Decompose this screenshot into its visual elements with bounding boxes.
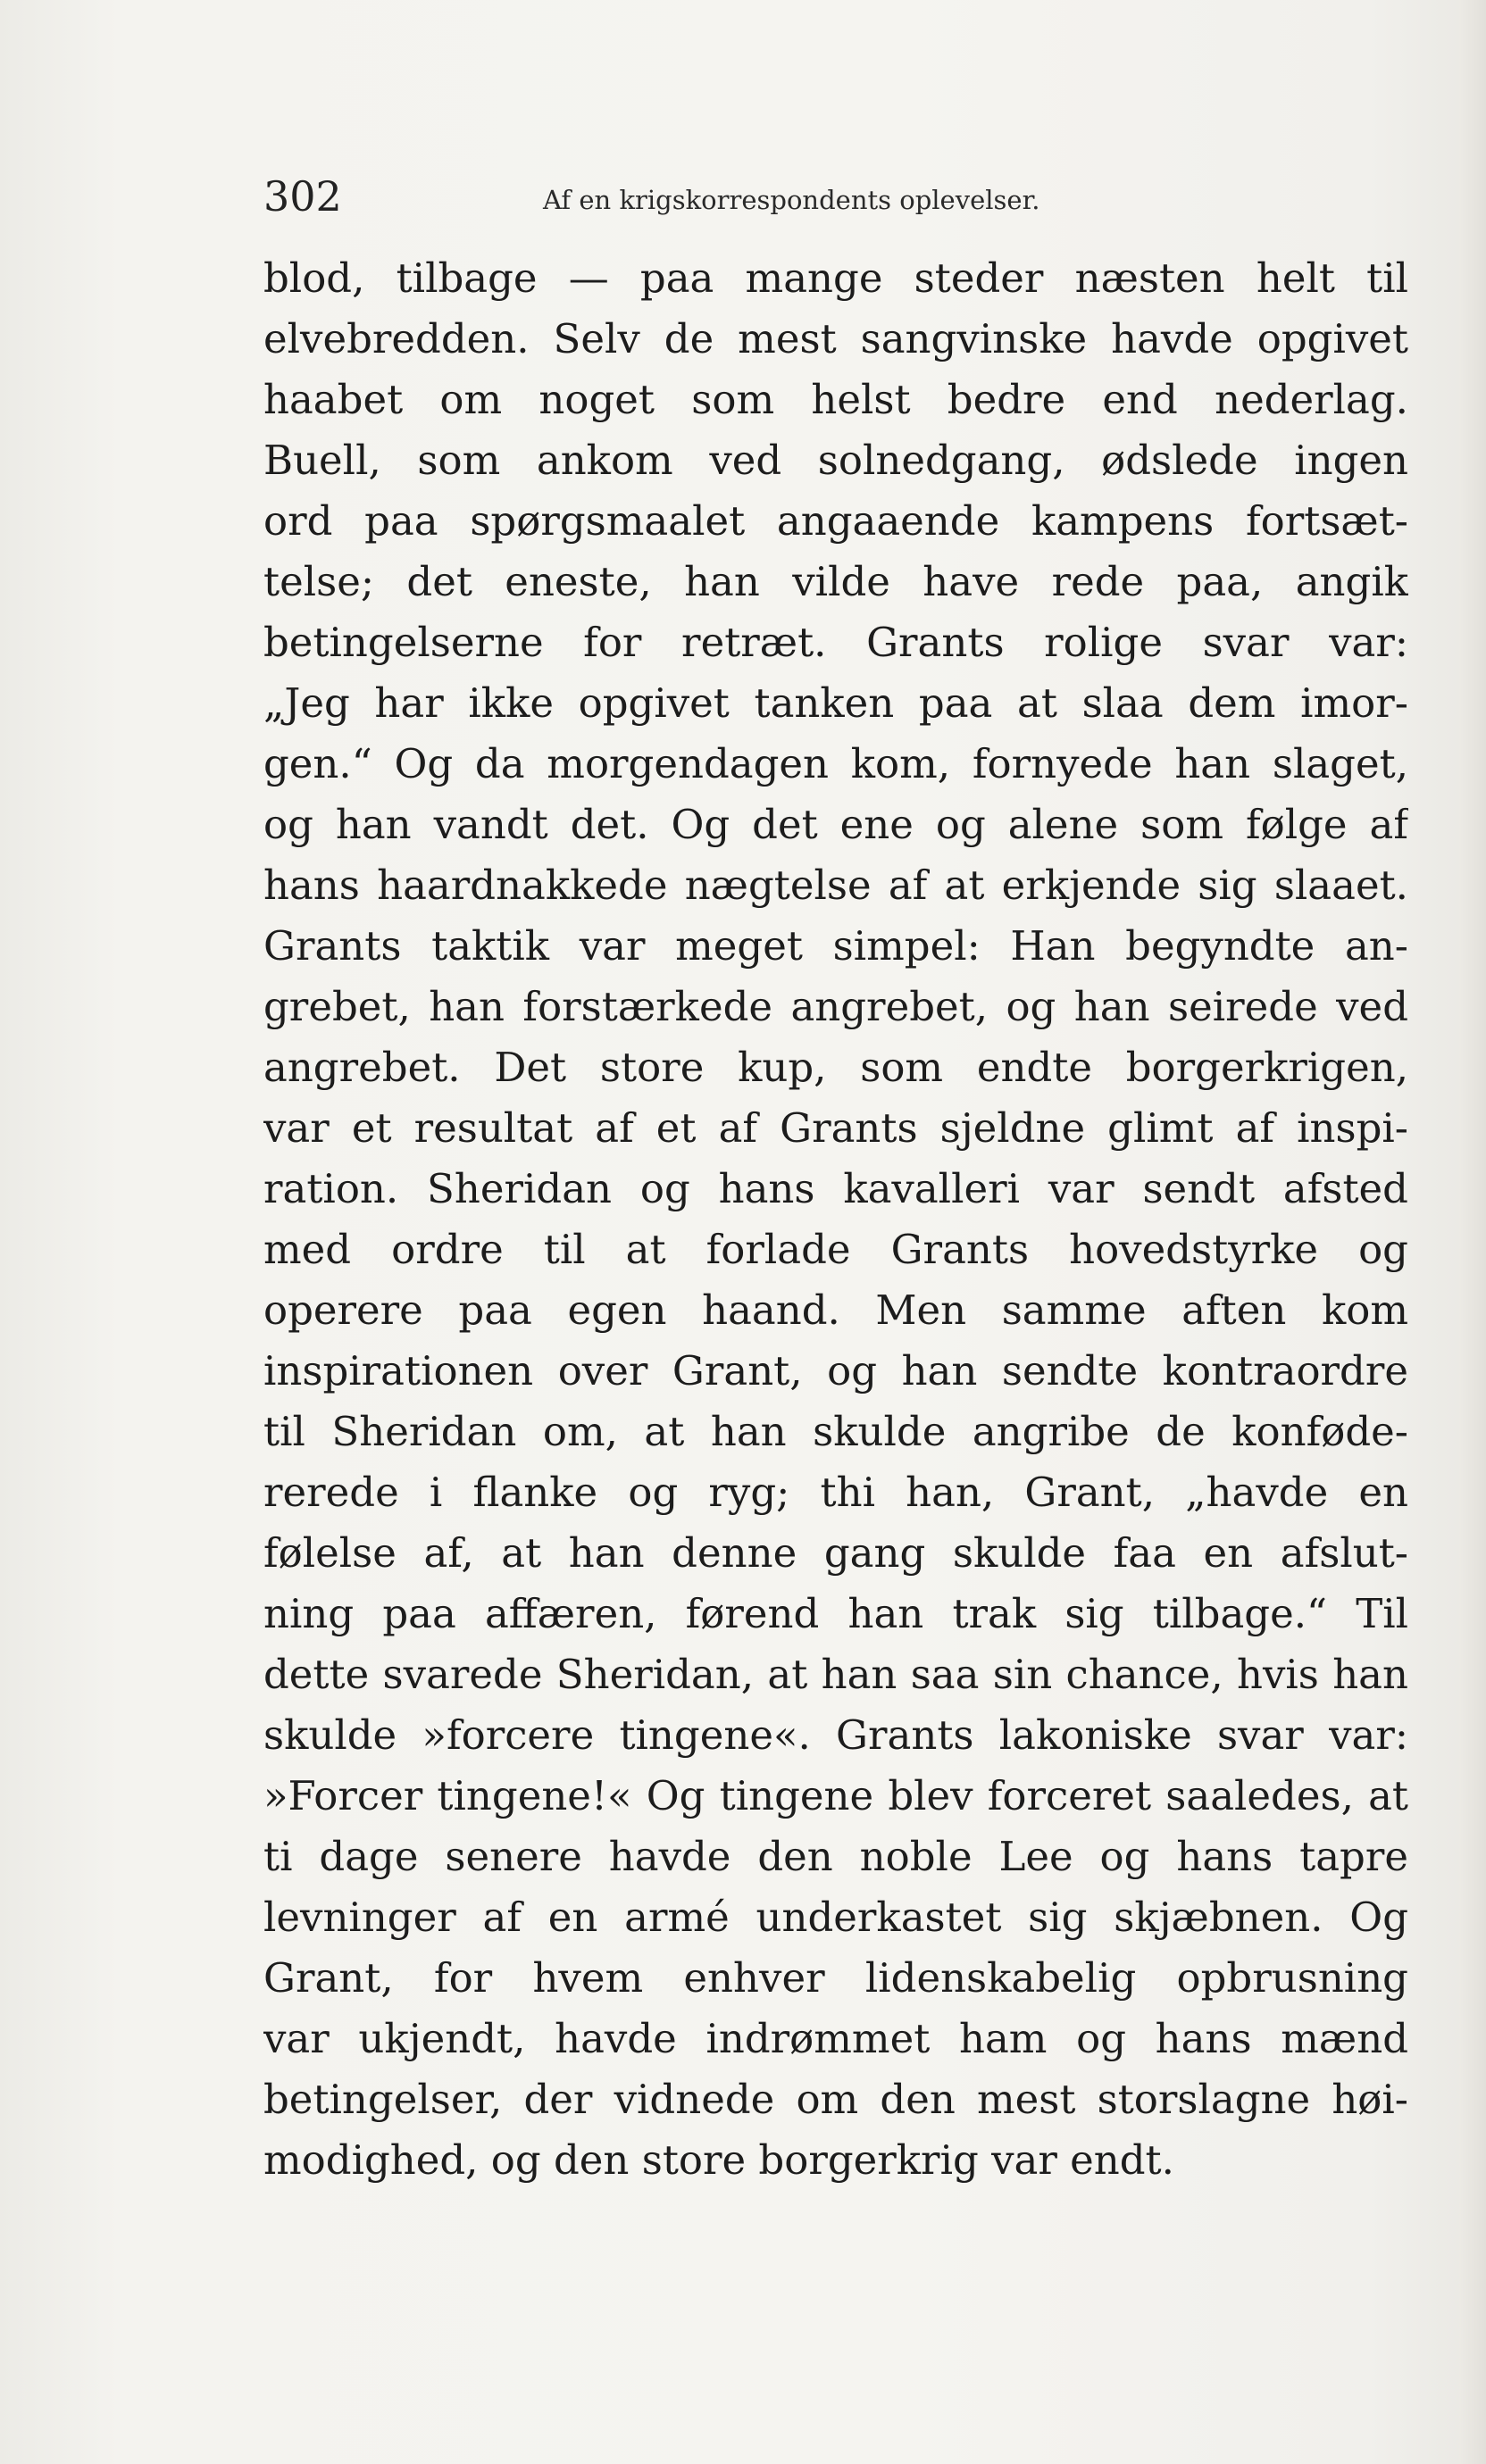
text-line: ti dage senere havde den noble Lee og hans tapre [263,1833,1408,1880]
text-line: grebet, han forstærkede angrebet, og han seirede ved [263,983,1408,1030]
text-line: inspirationen over Grant, og han sendte kontraordre [263,1347,1408,1394]
text-line: ration. Sheridan og hans kavalleri var sendt afsted [263,1165,1408,1212]
text-line: blod, tilbage — paa mange steder næsten helt til [263,254,1408,302]
text-line: hans haardnakkede nægtelse af at erkjende sig slaaet. [263,862,1408,909]
page-edge [1459,0,1486,2464]
text-line: ning paa affæren, førend han trak sig tilbage.“ Til [263,1590,1408,1637]
text-line: angrebet. Det store kup, som endte borgerkrigen, [263,1044,1408,1091]
text-line: betingelserne for retræt. Grants rolige svar var: [263,619,1408,666]
text-line: elvebredden. Selv de mest sangvinske havde opgivet [263,315,1408,362]
running-title: Af en krigskorrespondents oplevelser. [543,185,1040,215]
text-line: levninger af en armé underkastet sig skjæbnen. Og [263,1894,1408,1941]
text-line: skulde »forcere tingene«. Grants lakoniske svar var: [263,1711,1408,1759]
text-line: Grants taktik var meget simpel: Han begyndte an- [263,922,1408,970]
text-line: var et resultat af et af Grants sjeldne glimt af inspi- [263,1104,1408,1152]
text-line: modighed, og den store borgerkrig var endt. [263,2136,1174,2184]
text-line: rerede i flanke og ryg; thi han, Grant, „havde en [263,1469,1408,1516]
text-line: var ukjendt, havde indrømmet ham og hans mænd [263,2015,1408,2062]
text-line: telse; det eneste, han vilde have rede paa, angik [263,558,1408,605]
text-line: dette svarede Sheridan, at han saa sin chance, hvis han [263,1651,1408,1698]
text-line: operere paa egen haand. Men samme aften kom [263,1286,1408,1334]
text-line: til Sheridan om, at han skulde angribe de konføde- [263,1408,1408,1455]
text-line: betingelser, der vidnede om den mest storslagne høi- [263,2076,1408,2123]
body-text [263,248,1408,2191]
text-line: ord paa spørgsmaalet angaaende kampens fortsæt- [263,497,1408,545]
text-line: »Forcer tingene!« Og tingene blev forceret saaledes, at [263,1772,1408,1819]
text-line: med ordre til at forlade Grants hovedstyrke og [263,1226,1408,1273]
text-line: Grant, for hvem enhver lidenskabelig opbrusning [263,1954,1408,2002]
text-line: haabet om noget som helst bedre end nederlag. [263,376,1408,423]
text-line: følelse af, at han denne gang skulde faa en afslut- [263,1529,1408,1577]
text-line: gen.“ Og da morgendagen kom, fornyede han slaget, [263,740,1408,787]
text-line: Buell, som ankom ved solnedgang, ødslede ingen [263,437,1408,484]
running-header [263,171,1415,225]
text-line: „Jeg har ikke opgivet tanken paa at slaa dem imor- [263,679,1408,727]
text-line: og han vandt det. Og det ene og alene som følge af [263,801,1408,848]
page-number: 302 [263,172,342,221]
